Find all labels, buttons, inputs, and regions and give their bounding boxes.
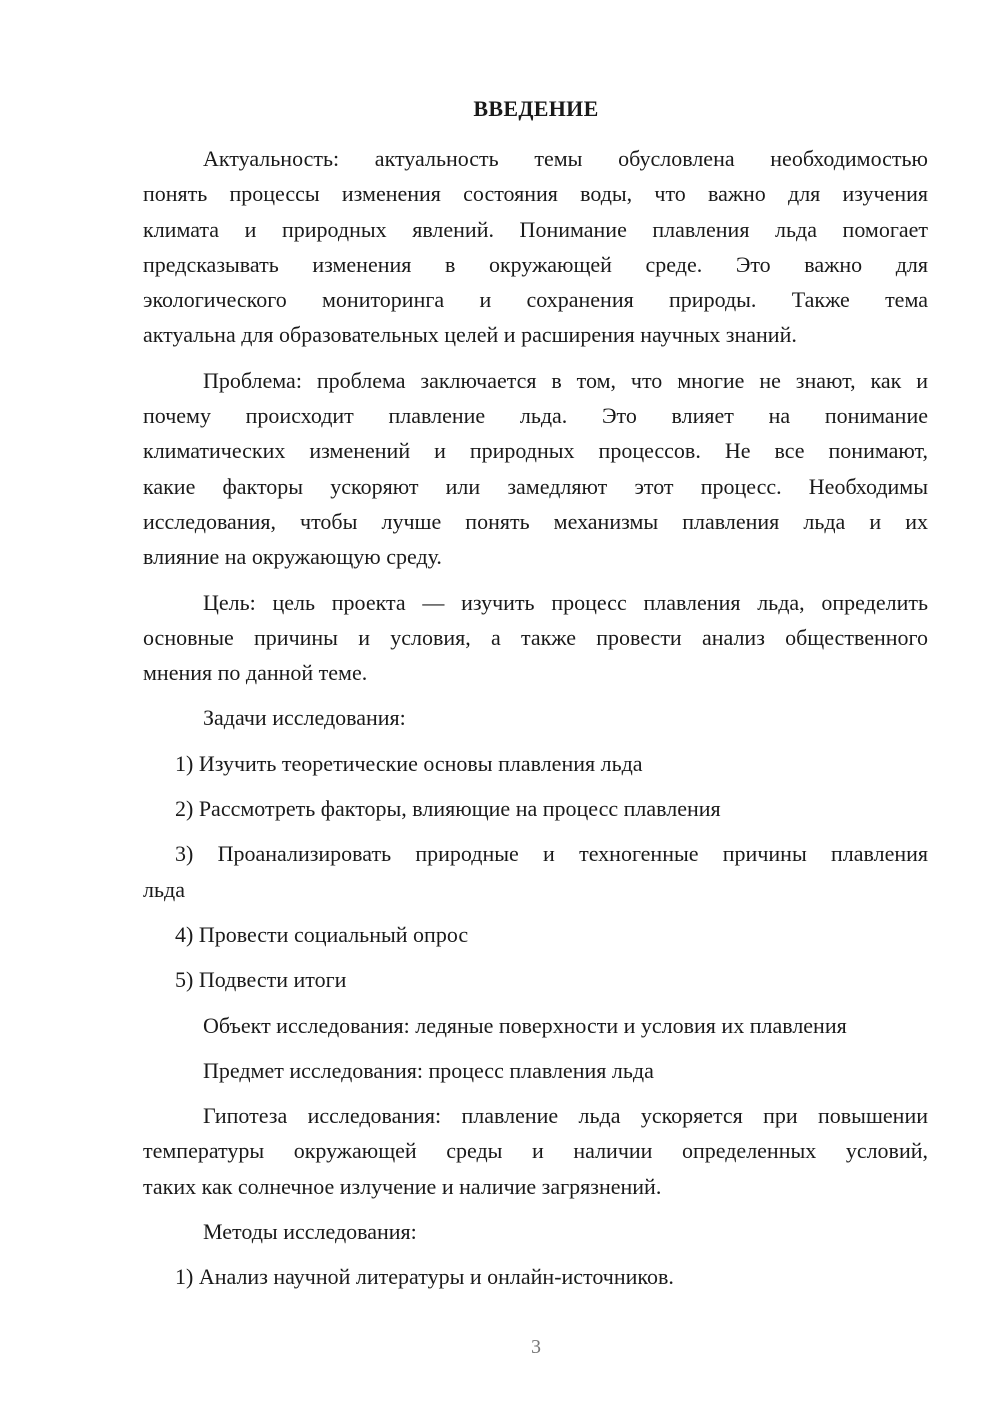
text-line: Актуальность: актуальность темы обусловлена необходимостью <box>203 146 928 171</box>
text-line: Гипотеза исследования: плавление льда ускоряется при повышении <box>203 1103 928 1129</box>
text-line: Объект исследования: ледяные поверхности и условия их плавления <box>203 1012 847 1038</box>
text-line: таких как солнечное излучение и наличие загрязнений. <box>143 1173 662 1199</box>
paragraph <box>143 1098 928 1204</box>
text-line: предсказывать изменения в окружающей среде. Это важно для <box>143 251 928 277</box>
paragraph <box>143 700 928 735</box>
text-line: Цель: цель проекта — изучить процесс плавления льда, определить <box>203 589 928 615</box>
text-line: понять процессы изменения состояния воды, что важно для изучения <box>143 181 928 207</box>
text-line: 3) Проанализировать природные и техногенные причины плавления <box>175 841 928 867</box>
list-item <box>143 917 928 952</box>
text-line: мнения по данной теме. <box>143 660 368 686</box>
text-line: льда <box>143 876 185 902</box>
text-line: основные причины и условия, а также провести анализ общественного <box>143 624 928 650</box>
text-line: 2) Рассмотреть факторы, влияющие на процесс плавления <box>175 796 721 822</box>
text-line: экологического мониторинга и сохранения природы. Также тема <box>143 287 928 313</box>
paragraph <box>143 141 928 353</box>
list-item <box>143 791 928 826</box>
paragraph <box>143 363 928 575</box>
text-line: 4) Провести социальный опрос <box>175 921 469 947</box>
text-line: исследования, чтобы лучше понять механизмы плавления льда и их <box>143 508 928 534</box>
paragraph <box>143 1008 928 1043</box>
list-item <box>143 962 928 997</box>
text-line: актуальна для образовательных целей и расширения научных знаний. <box>143 322 797 348</box>
page-number: 3 <box>531 1336 541 1358</box>
text-line: 1) Анализ научной литературы и онлайн-источников. <box>175 1264 674 1290</box>
paragraph <box>143 1214 928 1249</box>
text-line: температуры окружающей среды и наличии определенных условий, <box>143 1138 928 1164</box>
text-line: Задачи исследования: <box>203 705 406 731</box>
text-line: 1) Изучить теоретические основы плавления льда <box>175 750 643 776</box>
list-item <box>143 1259 928 1294</box>
document-body <box>143 141 928 1305</box>
paragraph <box>143 585 928 691</box>
list-item <box>143 746 928 781</box>
text-line: какие факторы ускоряют или замедляют этот процесс. Необходимы <box>143 473 928 499</box>
text-line: влияние на окружающую среду. <box>143 544 442 570</box>
section-title: ВВЕДЕНИЕ <box>473 96 599 121</box>
text-line: 5) Подвести итоги <box>175 967 347 993</box>
text-line: Проблема: проблема заключается в том, что многие не знают, как и <box>203 367 928 393</box>
list-item <box>143 836 928 907</box>
text-line: почему происходит плавление льда. Это влияет на понимание <box>143 403 928 429</box>
paragraph <box>143 1053 928 1088</box>
text-line: климата и природных явлений. Понимание плавления льда помогает <box>143 216 928 242</box>
text-line: Предмет исследования: процесс плавления льда <box>203 1057 654 1083</box>
text-line: климатических изменений и природных процессов. Не все понимают, <box>143 438 928 464</box>
text-line: Методы исследования: <box>203 1219 417 1245</box>
